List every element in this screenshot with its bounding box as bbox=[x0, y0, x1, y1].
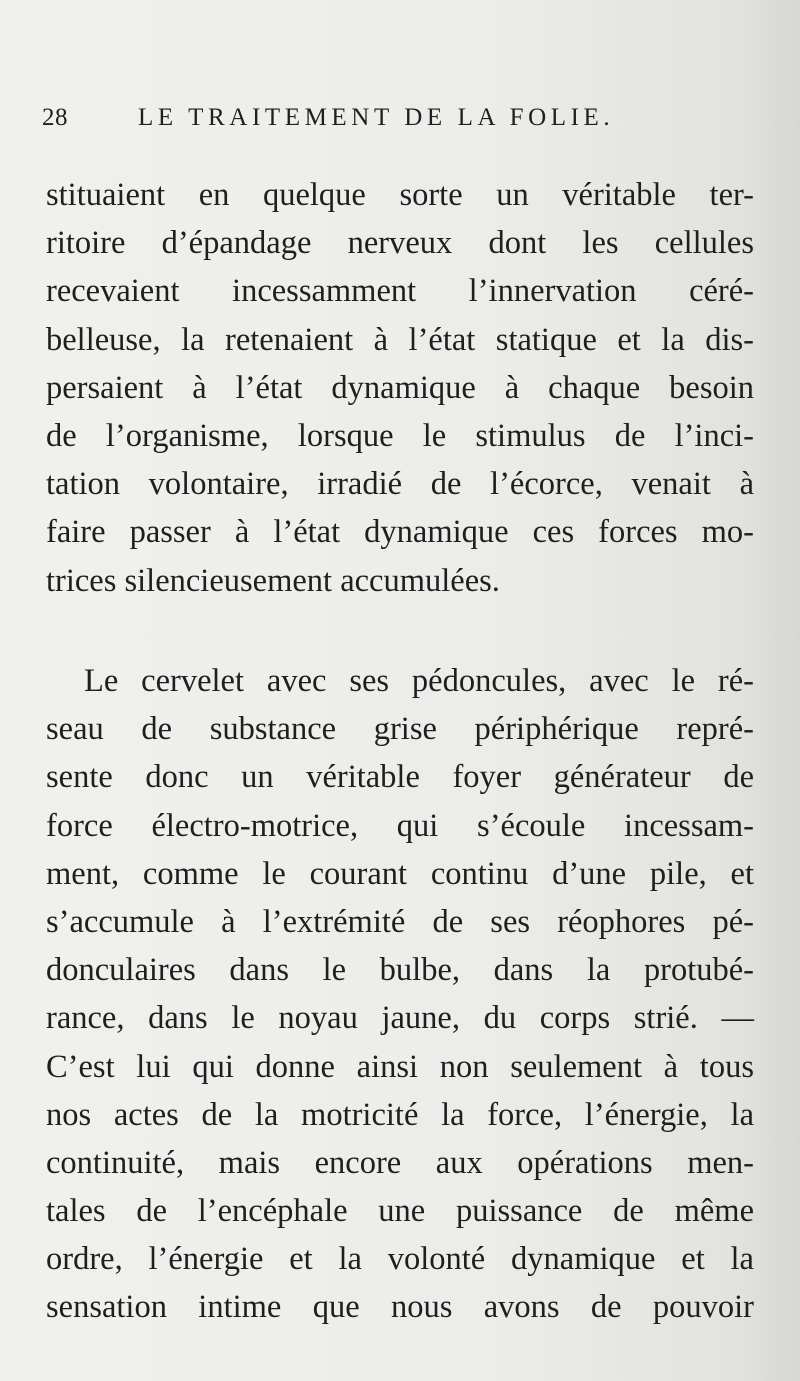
paragraph-line: force électro-motrice, qui s’écoule incessam- bbox=[46, 807, 754, 844]
page-number: 28 bbox=[42, 104, 68, 131]
paragraph-line: rance, dans le noyau jaune, du corps strié. — bbox=[46, 1000, 754, 1037]
paragraph-line: nos actes de la motricité la force, l’énergie, la bbox=[46, 1096, 754, 1133]
paragraph-line: trices silencieusement accumulées. bbox=[46, 562, 500, 599]
paragraph-line: de l’organisme, lorsque le stimulus de l’inci- bbox=[46, 417, 754, 454]
paragraph-line: persaient à l’état dynamique à chaque besoin bbox=[46, 369, 754, 406]
paragraph-line: tation volontaire, irradié de l’écorce, venait à bbox=[46, 466, 754, 503]
paragraph-line: recevaient incessamment l’innervation céré- bbox=[46, 273, 754, 310]
paragraph-line: donculaires dans le bulbe, dans la protubé- bbox=[46, 952, 754, 989]
paragraph-line: continuité, mais encore aux opérations men- bbox=[46, 1144, 754, 1181]
paragraph-line: ritoire d’épandage nerveux dont les cellules bbox=[46, 225, 754, 262]
paragraph-1 bbox=[46, 171, 754, 605]
paragraph-line: ment, comme le courant continu d’une pile, et bbox=[46, 855, 754, 892]
paragraph-line: s’accumule à l’extrémité de ses réophores pé- bbox=[46, 903, 754, 940]
running-title: LE TRAITEMENT DE LA FOLIE. bbox=[138, 104, 615, 131]
paragraph-line: seau de substance grise périphérique repré- bbox=[46, 711, 754, 748]
paragraph-line: belleuse, la retenaient à l’état statique et la dis- bbox=[46, 321, 754, 358]
paragraph-line: stituaient en quelque sorte un véritable ter- bbox=[46, 177, 754, 213]
running-head bbox=[42, 104, 742, 144]
paragraph-line: Le cervelet avec ses pédoncules, avec le ré- bbox=[84, 663, 754, 699]
paragraph-line: sensation intime que nous avons de pouvoir bbox=[46, 1289, 754, 1326]
paragraph-line: C’est lui qui donne ainsi non seulement à tous bbox=[46, 1048, 754, 1085]
paragraph-line: faire passer à l’état dynamique ces forces mo- bbox=[46, 514, 754, 551]
paragraph-line: tales de l’encéphale une puissance de même bbox=[46, 1193, 754, 1230]
paragraph-2 bbox=[46, 657, 754, 1332]
paragraph-line: sente donc un véritable foyer générateur de bbox=[46, 759, 754, 796]
paragraph-line: ordre, l’énergie et la volonté dynamique et la bbox=[46, 1241, 754, 1278]
